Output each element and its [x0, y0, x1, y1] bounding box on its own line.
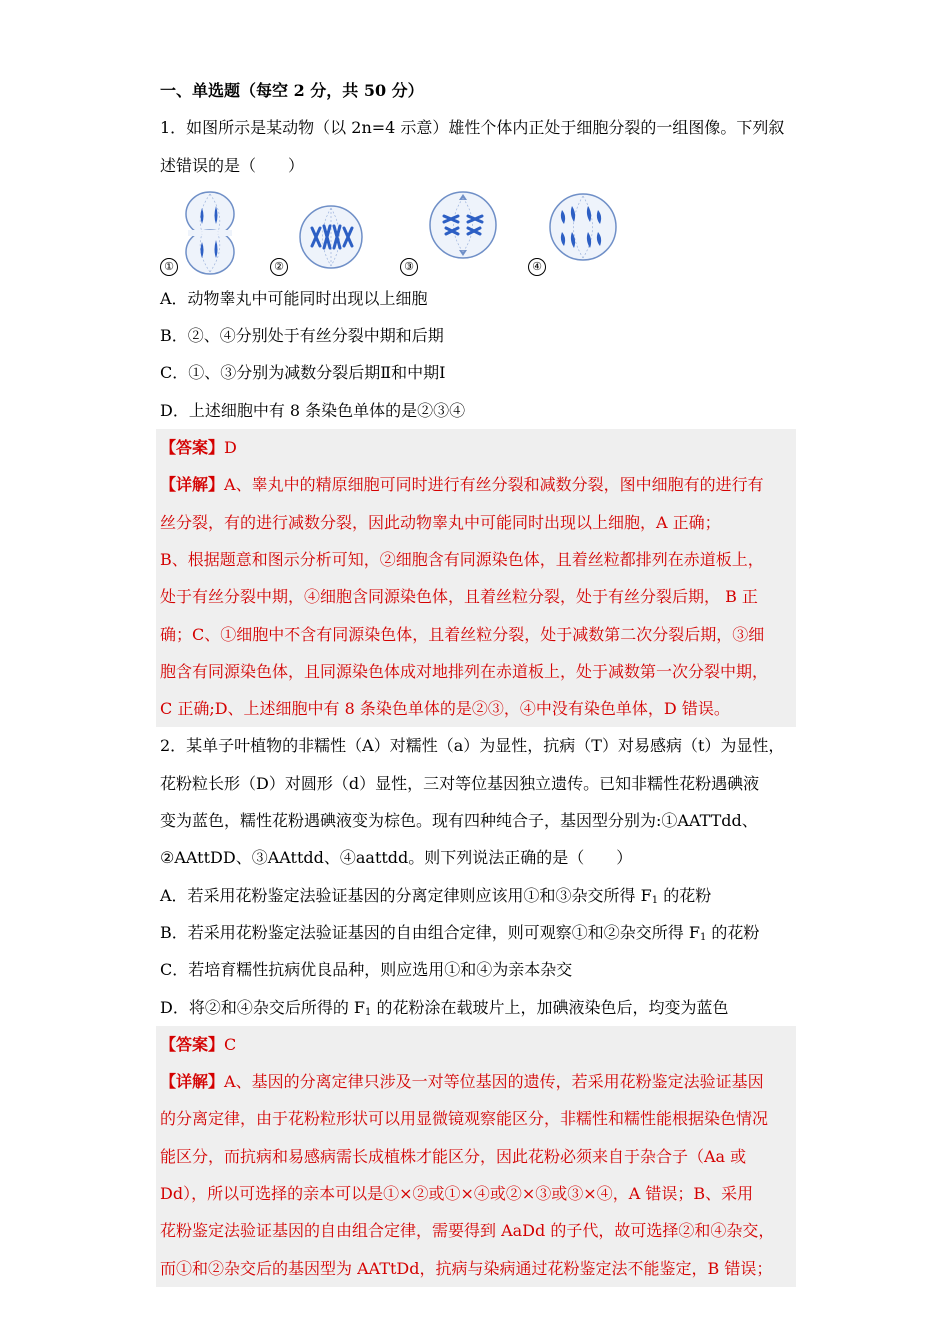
q1-answer [160, 429, 796, 466]
figure-label-1: ① [160, 258, 178, 276]
q2-option-c: C．若培育糯性抗病优良品种，则应选用①和④为亲本杂交 [160, 960, 573, 980]
q1-option-c: C．①、③分别为减数分裂后期Ⅱ和中期Ⅰ [160, 363, 446, 383]
q2-option-a: A．若采用花粉鉴定法验证基因的分离定律则应该用①和③杂交所得 $F_1$ 的花粉 [160, 885, 712, 906]
document-page [160, 72, 800, 1287]
cell-figure-3 [428, 190, 498, 260]
cell-division-figures [160, 184, 800, 280]
figure-label-3: ③ [400, 258, 418, 276]
q2-detail-line-5: 花粉鉴定法验证基因的自由组合定律，需要得到 AaDd 的子代，故可选择②和④杂交， [160, 1221, 775, 1241]
answer-tag: 【答案】 [160, 438, 225, 458]
q1-detail-line-6: 胞含有同源染色体，且同源染色体成对地排列在赤道板上，处于减数第一次分裂中期， [160, 661, 769, 681]
q2-detail-line-3: 能区分，而抗病和易感病需长成植株才能区分，因此花粉必须来自于杂合子（Aa 或 [160, 1146, 747, 1166]
q1-detail-line-1: 【详解】A、睾丸中的精原细胞可同时进行有丝分裂和减数分裂，图中细胞有的进行有 [160, 475, 764, 495]
q2-answer [160, 1026, 796, 1063]
q1-answer-box [156, 429, 796, 727]
q2-detail-line-6: 而①和②杂交后的基因型为 AATtDd，抗病与染病通过花粉鉴定法不能鉴定，B 错误； [160, 1258, 773, 1278]
q1-detail-line-2: 丝分裂，有的进行减数分裂，因此动物睾丸中可能同时出现以上细胞，A 正确； [160, 512, 721, 532]
cell-figure-1 [182, 190, 238, 276]
q2-detail-line-4: Dd），所以可选择的亲本可以是①×②或①×④或②×③或③×④，A 错误；B、采用 [160, 1184, 754, 1204]
q2-option-d: D．将②和④杂交后所得的 $F_1$ 的花粉涂在载玻片上，加碘液染色后，均变为蓝色 [160, 997, 729, 1018]
q2-stem-line-2: 花粉粒长形（D）对圆形（d）显性，三对等位基因独立遗传。已知非糯性花粉遇碘液 [160, 773, 760, 793]
answer-value: D [224, 438, 237, 458]
section-title: 一、单选题（每空 2 分，共 50 分） [160, 81, 424, 100]
cell-figure-2 [298, 204, 364, 270]
q1-detail-line-3: B、根据题意和图示分析可知，②细胞含有同源染色体，且着丝粒都排列在赤道板上， [160, 549, 764, 569]
q1-detail-line-7: C 正确;D、上述细胞中有 8 条染色单体的是②③，④中没有染色单体，D 错误。 [160, 699, 730, 719]
q2-stem-line-4: ②AAttDD、③AAttdd、④aattdd。则下列说法正确的是（ ） [160, 848, 633, 868]
cell-figure-4 [548, 192, 618, 262]
q2-stem-line-1: 2．某单子叶植物的非糯性（A）对糯性（a）为显性，抗病（T）对易感病（t）为显性， [160, 736, 785, 756]
answer-tag: 【答案】 [160, 1034, 225, 1054]
q1-detail-line-4: 处于有丝分裂中期，④细胞含同源染色体，且着丝粒分裂，处于有丝分裂后期， B 正 [160, 587, 758, 607]
q2-stem-line-3: 变为蓝色，糯性花粉遇碘液变为棕色。现有四种纯合子，基因型分别为:①AATTdd、 [160, 811, 758, 831]
q2-option-b: B．若采用花粉鉴定法验证基因的自由组合定律，则可观察①和②杂交所得 $F_1$ 的花粉 [160, 922, 760, 943]
detail-tag: 【详解】 [160, 1072, 225, 1092]
detail-tag: 【详解】 [160, 475, 225, 495]
answer-value: C [224, 1034, 237, 1054]
q2-detail-line-1: 【详解】A、基因的分离定律只涉及一对等位基因的遗传，若采用花粉鉴定法验证基因 [160, 1072, 764, 1092]
q2-detail-line-2: 的分离定律，由于花粉粒形状可以用显微镜观察能区分，非糯性和糯性能根据染色情况 [160, 1109, 769, 1129]
q1-detail-line-5: 确；C、①细胞中不含有同源染色体，且着丝粒分裂，处于减数第二次分裂后期，③细 [160, 624, 765, 644]
figure-label-2: ② [270, 258, 288, 276]
figure-label-4: ④ [528, 258, 546, 276]
q2-answer-box [156, 1026, 796, 1287]
q1-option-a: A．动物睾丸中可能同时出现以上细胞 [160, 288, 428, 308]
q1-stem-line-1: 1．如图所示是某动物（以 2n=4 示意）雄性个体内正处于细胞分裂的一组图像。下列叙 [160, 118, 785, 138]
q1-option-b: B．②、④分别处于有丝分裂中期和后期 [160, 326, 444, 346]
q1-stem-line-2: 述错误的是（ ） [160, 155, 305, 175]
q1-option-d: D．上述细胞中有 8 条染色单体的是②③④ [160, 400, 466, 420]
